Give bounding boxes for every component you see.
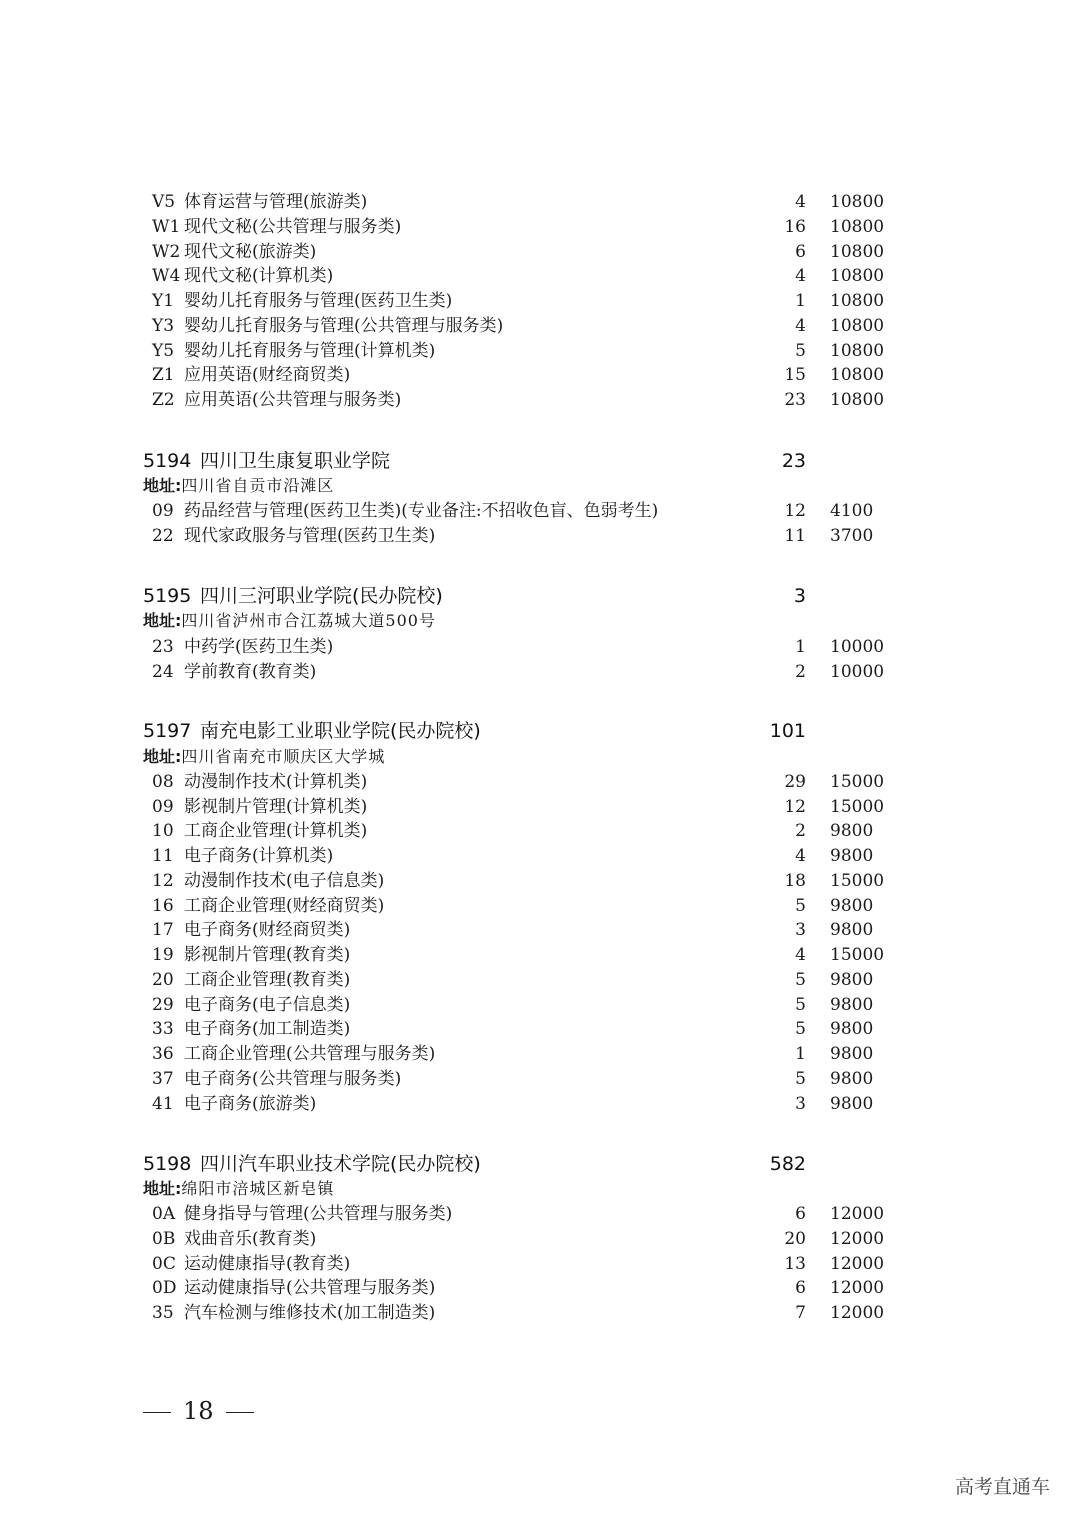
list-item: 16 工商企业管理(财经商贸类) 5 9800 (152, 896, 874, 916)
school-address: 地址:绵阳市涪城区新皂镇 (143, 1179, 335, 1198)
list-item: 35 汽车检测与维修技术(加工制造类) 7 12000 (152, 1303, 885, 1323)
school-header: 5198 四川汽车职业技术学院(民办院校) 582 (143, 1153, 806, 1175)
list-item: 08 动漫制作技术(计算机类) 29 15000 (152, 772, 885, 792)
list-item: 37 电子商务(公共管理与服务类) 5 9800 (152, 1069, 874, 1089)
list-item: 0A 健身指导与管理(公共管理与服务类) 6 12000 (152, 1204, 885, 1224)
list-item: 19 影视制片管理(教育类) 4 15000 (152, 945, 885, 965)
list-item: W1 现代文秘(公共管理与服务类) 16 10800 (152, 217, 885, 237)
school-header: 5197 南充电影工业职业学院(民办院校) 101 (143, 720, 806, 742)
list-item: Y3 婴幼儿托育服务与管理(公共管理与服务类) 4 10800 (152, 316, 885, 336)
list-item: 20 工商企业管理(教育类) 5 9800 (152, 970, 874, 990)
school-address: 地址:四川省自贡市沿滩区 (143, 476, 335, 495)
list-item: 24 学前教育(教育类) 2 10000 (152, 662, 885, 682)
list-item: 11 电子商务(计算机类) 4 9800 (152, 846, 874, 866)
list-item: 0C 运动健康指导(教育类) 13 12000 (152, 1254, 885, 1274)
list-item: 22 现代家政服务与管理(医药卫生类) 11 3700 (152, 526, 874, 546)
list-item: 17 电子商务(财经商贸类) 3 9800 (152, 920, 874, 940)
list-item: W2 现代文秘(旅游类) 6 10800 (152, 242, 885, 262)
list-item: 12 动漫制作技术(电子信息类) 18 15000 (152, 871, 885, 891)
list-item: V5 体育运营与管理(旅游类) 4 10800 (152, 192, 885, 212)
list-item: 10 工商企业管理(计算机类) 2 9800 (152, 821, 874, 841)
school-address: 地址:四川省南充市顺庆区大学城 (143, 747, 386, 766)
list-item: 41 电子商务(旅游类) 3 9800 (152, 1094, 874, 1114)
dash-right (226, 1412, 254, 1413)
dash-left (143, 1412, 171, 1413)
school-address: 地址:四川省泸州市合江荔城大道500号 (143, 611, 436, 630)
page-number (143, 1394, 254, 1428)
list-item: 36 工商企业管理(公共管理与服务类) 1 9800 (152, 1044, 874, 1064)
list-item: 33 电子商务(加工制造类) 5 9800 (152, 1019, 874, 1039)
list-item: 09 药品经营与管理(医药卫生类)(专业备注:不招收色盲、色弱考生) 12 4100 (152, 501, 874, 521)
watermark-text: 高考直通车 (954, 1476, 1050, 1498)
list-item: Z2 应用英语(公共管理与服务类) 23 10800 (152, 390, 885, 410)
page-number-text: 18 (183, 1397, 214, 1425)
list-item: Y1 婴幼儿托育服务与管理(医药卫生类) 1 10800 (152, 291, 885, 311)
list-item: 23 中药学(医药卫生类) 1 10000 (152, 637, 885, 657)
school-header: 5194 四川卫生康复职业学院 23 (143, 450, 806, 472)
list-item: 09 影视制片管理(计算机类) 12 15000 (152, 797, 885, 817)
list-item: 0B 戏曲音乐(教育类) 20 12000 (152, 1229, 885, 1249)
school-header: 5195 四川三河职业学院(民办院校) 3 (143, 585, 806, 607)
list-item: Z1 应用英语(财经商贸类) 15 10800 (152, 365, 885, 385)
list-item: 0D 运动健康指导(公共管理与服务类) 6 12000 (152, 1278, 885, 1298)
list-item: 29 电子商务(电子信息类) 5 9800 (152, 995, 874, 1015)
list-item: Y5 婴幼儿托育服务与管理(计算机类) 5 10800 (152, 341, 885, 361)
list-item: W4 现代文秘(计算机类) 4 10800 (152, 266, 885, 286)
